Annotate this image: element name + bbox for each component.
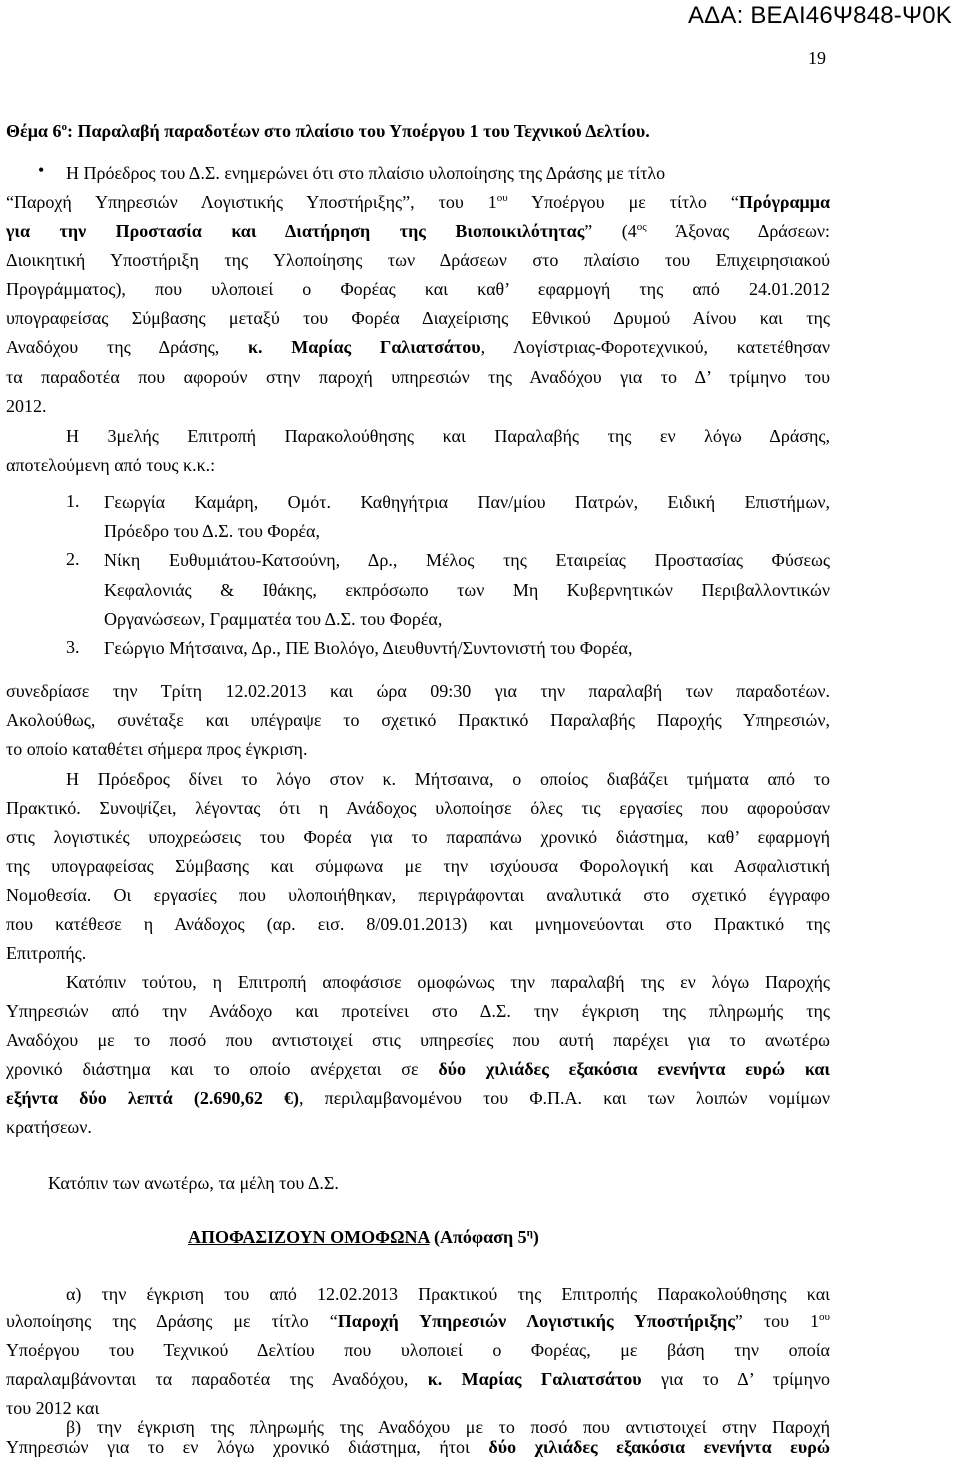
text-line: της υπογραφείσας Σύμβασης και σύμφωνα με την ισχύουσα Φορολογική και Ασφαλιστική — [6, 856, 830, 876]
list-item-cont: Κεφαλονιάς & Ιθάκης, εκπρόσωπο των Μη Κυβερνητικών Περιβαλλοντικών — [104, 580, 830, 600]
text-line: συνεδρίασε την Τρίτη 12.02.2013 και ώρα 09:30 για την παραλαβή των παραδοτέων. — [6, 681, 830, 701]
text-line: υπογραφείσας Σύμβασης μεταξύ του Φορέα Διαχείρισης Εθνικού Δρυμού Αίνου και της — [6, 308, 830, 328]
text-line: Επιτροπής. — [6, 943, 87, 963]
list-item: Γεώργιο Μήτσαινα, Δρ., ΠΕ Βιολόγο, Διευθυντή/Συντονιστή του Φορέα, — [104, 638, 633, 658]
text-line: αποτελούμενη από τους κ.κ.: — [6, 455, 216, 475]
text-line: Ακολούθως, συνέταξε και υπέγραψε το σχετικό Πρακτικό Παραλαβής Παροχής Υπηρεσιών, — [6, 710, 830, 730]
text-line: Υπηρεσιών από την Ανάδοχο και προτείνει στο Δ.Σ. την έγκριση της πληρωμής της — [6, 1001, 830, 1021]
text-line: Κατόπιν τούτου, η Επιτροπή αποφάσισε ομοφώνως την παραλαβή της εν λόγω Παροχής — [66, 972, 830, 992]
text-line: του 2012 και — [6, 1398, 100, 1418]
text-line: εξήντα δύο λεπτά (2.690,62 €), περιλαμβανομένου του Φ.Π.Α. και των λοιπών νομίμων — [6, 1088, 830, 1108]
text-line: υλοποίησης της Δράσης με τίτλο “Παροχή Υπηρεσιών Λογιστικής Υποστήριξης” του $1^{o\upsilon}$ — [6, 1311, 830, 1331]
text-line: το οποίο καταθέτει σήμερα προς έγκριση. — [6, 739, 308, 759]
text-line: Η Πρόεδρος δίνει το λόγο στον κ. Μήτσαινα, ο οποίος διαβάζει τμήματα από το — [66, 769, 830, 789]
list-item: Νίκη Ευθυμιάτου-Κατσούνη, Δρ., Μέλος της Εταιρείας Προστασίας Φύσεως — [104, 550, 830, 570]
text-line: τα παραδοτέα που αφορούν στην παροχή υπηρεσιών της Αναδόχου για το Δ’ τρίμηνο του — [6, 367, 830, 387]
text-line: που κατέθεσε η Ανάδοχος (αρ. εισ. 8/09.01.2013) και μνημονεύονται στο Πρακτικό της — [6, 914, 830, 934]
text-line: Υποέργου του Τεχνικού Δελτίου που υλοποιεί ο Φορέας, με βάση την οποία — [6, 1340, 830, 1360]
bullet: • — [38, 160, 45, 180]
text-line: “Παροχή Υπηρεσιών Λογιστικής Υποστήριξης”, του $1^{o\upsilon}$ Υποέργου με τίτλο “Πρόγραμμα — [6, 192, 831, 212]
list-number: 1. — [66, 491, 80, 511]
text-line: Αναδόχου της Δράσης, κ. Μαρίας Γαλιατσάτου, Λογίστριας-Φοροτεχνικού, κατετέθησαν — [6, 337, 830, 357]
text-line: Προγράμματος), που υλοποιεί ο Φορέας και καθ’ εφαρμογή της από 24.01.2012 — [6, 279, 830, 299]
list-number: 3. — [66, 637, 80, 657]
ada-code: ΑΔΑ: ΒΕΑΙ46Ψ848-Ψ0Κ — [687, 2, 952, 29]
text-line: Κατόπιν των ανωτέρω, τα μέλη του Δ.Σ. — [48, 1173, 339, 1193]
text-line: χρονικό διάστημα και το οποίο ανέρχεται σε δύο χιλιάδες εξακόσια ενενήντα ευρώ και — [6, 1059, 830, 1079]
list-number: 2. — [66, 549, 80, 569]
topic-title: Θέμα $6^o$: Παραλαβή παραδοτέων στο πλαίσιο του Υποέργου 1 του Τεχνικού Δελτίου. — [6, 121, 650, 141]
text-line: Η Πρόεδρος του Δ.Σ. ενημερώνει ότι στο πλαίσιο υλοποίησης της Δράσης με τίτλο — [66, 163, 666, 183]
list-item-cont: Πρόεδρο του Δ.Σ. του Φορέα, — [104, 521, 320, 541]
text-line: παραλαμβάνονται τα παραδοτέα της Αναδόχου, κ. Μαρίας Γαλιατσάτου για το Δ’ τρίμηνο — [6, 1369, 831, 1389]
text-line: 2012. — [6, 396, 47, 416]
text-line: κρατήσεων. — [6, 1117, 92, 1137]
text-line: α) την έγκριση του από 12.02.2013 Πρακτικού της Επιτροπής Παρακολούθησης και — [66, 1284, 830, 1304]
list-item-cont: Οργανώσεων, Γραμματέα του Δ.Σ. του Φορέα, — [104, 609, 443, 629]
text-line: στις λογιστικές υποχρεώσεις του Φορέα για το παραπάνω χρονικό διάστημα, καθ’ εφαρμογή — [6, 827, 830, 847]
page-number: 19 — [808, 48, 826, 68]
text-line: Πρακτικό. Συνοψίζει, λέγοντας ότι η Ανάδοχος υλοποίησε όλες τις εργασίες που αφορούσαν — [6, 798, 830, 818]
decision-heading: ΑΠΟΦΑΣΙΖΟΥΝ ΟΜΟΦΩΝΑ (Απόφαση $5^\eta$) — [188, 1227, 539, 1247]
text-line: Η 3μελής Επιτροπή Παρακολούθησης και Παραλαβής της εν λόγω Δράσης, — [66, 426, 830, 446]
list-item: Γεωργία Καμάρη, Ομότ. Καθηγήτρια Παν/μίου Πατρών, Ειδική Επιστήμων, — [104, 492, 830, 512]
text-line: β) την έγκριση της πληρωμής της Αναδόχου με το ποσό που αντιστοιχεί στην Παροχή — [66, 1417, 830, 1437]
text-line: Αναδόχου με το ποσό που αντιστοιχεί στις υπηρεσίες που αυτή παρέχει για το ανωτέρω — [6, 1030, 830, 1050]
text-line: Νομοθεσία. Οι εργασίες που υλοποιήθηκαν, περιγράφονται αναλυτικά στο σχετικό έγγραφο — [6, 885, 830, 905]
text-line: Υπηρεσιών για το εν λόγω χρονικό διάστημα, ήτοι δύο χιλιάδες εξακόσια ενενήντα ευρώ — [6, 1437, 830, 1457]
text-line: Διοικητική Υποστήριξη της Υλοποίησης των Δράσεων στο πλαίσιο του Επιχειρησιακού — [6, 250, 830, 270]
text-line: για την Προστασία και Διατήρηση της Βιοποικιλότητας” ($4^{o\varsigma}$ Άξονας Δράσεων: — [6, 221, 830, 241]
